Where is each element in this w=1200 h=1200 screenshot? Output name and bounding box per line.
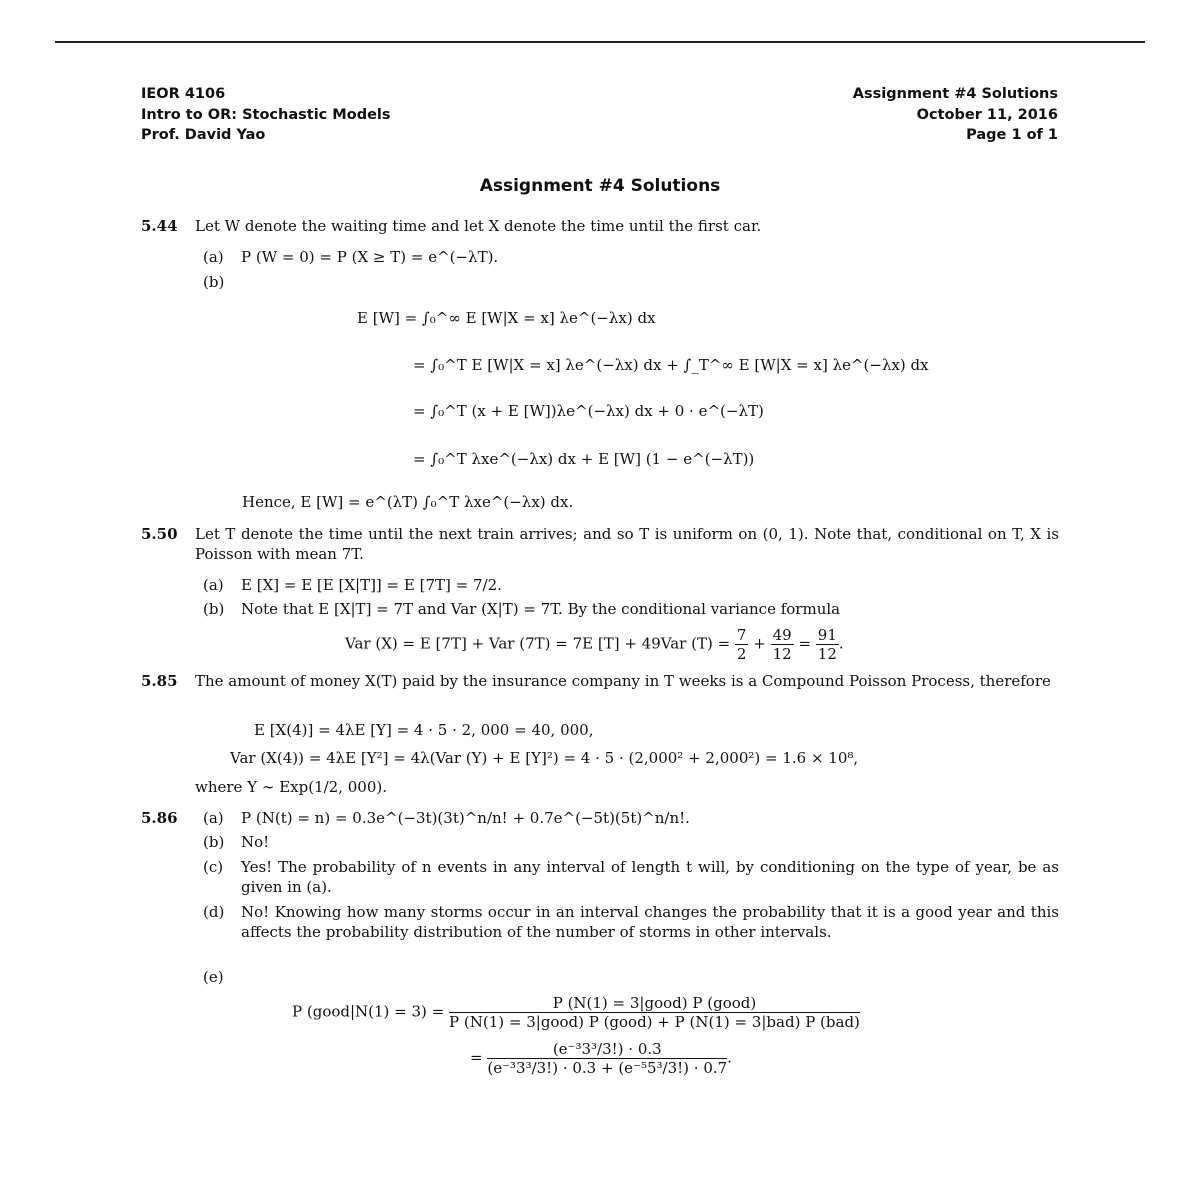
equation-5-85-1: E [X(4)] = 4λE [Y] = 4 · 5 · 2, 000 = 40, 000, — [254, 721, 594, 739]
problem-5-44-b-label: (b) — [203, 273, 225, 291]
problem-5-44-a-label: (a) — [203, 248, 224, 266]
variance-equation-lhs: Var (X) = E [7T] + Var (7T) = 7E [T] + 49Var (T) = — [345, 634, 731, 653]
problem-5-44-hence: Hence, E [W] = e^(λT) ∫₀^T λxe^(−λx) dx. — [242, 493, 574, 511]
page-title: Assignment #4 Solutions — [479, 176, 721, 196]
problem-5-44-a-text: P (W = 0) = P (X ≥ T) = e^(−λT). — [241, 248, 499, 266]
problem-5-86-d-text: No! Knowing how many storms occur in an interval changes the probability that it is a good year and this affects the probability distribution of the number of storms in other intervals. — [241, 903, 1059, 941]
equation-5-44-2: = ∫₀^T E [W|X = x] λe^(−λx) dx + ∫_T^∞ E [W|X = x] λe^(−λx) dx — [413, 356, 929, 374]
bayes-fraction-1 — [449, 994, 860, 1031]
fraction-denominator: 12 — [772, 645, 792, 663]
bayes-equation-2: = $\frac{\text{(e⁻³3³/3!) · 0.3}}{\text{(e⁻³3³/3!) · 0.3 + (e⁻⁵5³/3!) · 0.7}}$ . — [470, 1040, 732, 1077]
professor: Prof. David Yao — [141, 127, 266, 143]
header-right — [853, 84, 1058, 146]
fraction-91-12 — [816, 626, 839, 663]
fraction-denominator: (e⁻³3³/3!) · 0.3 + (e⁻⁵5³/3!) · 0.7 — [487, 1059, 728, 1077]
problem-5-86-e-label: (e) — [203, 968, 224, 986]
bayes-lhs: P (good|N(1) = 3) = — [292, 1002, 445, 1021]
fraction-denominator: 2 — [736, 645, 747, 663]
equation-5-44-3: = ∫₀^T (x + E [W])λe^(−λx) dx + 0 · e^(−λT) — [413, 402, 764, 420]
equation-5-44-4: = ∫₀^T λxe^(−λx) dx + E [W] (1 − e^(−λT)) — [413, 450, 755, 468]
problem-5-86-a-text: P (N(t) = n) = 0.3e^(−3t)(3t)^n/n! + 0.7e^(−5t)(5t)^n/n!. — [241, 809, 690, 827]
problem-5-50-a-text: E [X] = E [E [X|T]] = E [7T] = 7/2. — [241, 576, 502, 594]
assignment-label: Assignment #4 Solutions — [852, 86, 1058, 102]
problem-number-5-85: 5.85 — [141, 672, 178, 690]
fraction-denominator: 12 — [817, 645, 837, 663]
problem-5-85-intro: The amount of money X(T) paid by the insurance company in T weeks is a Compound Poisson Process, therefore — [195, 672, 1051, 690]
fraction-numerator: 7 — [736, 626, 747, 644]
page-number: Page 1 of 1 — [966, 127, 1058, 143]
fraction-numerator: (e⁻³3³/3!) · 0.3 — [487, 1040, 727, 1059]
bayes-fraction-2 — [487, 1040, 727, 1077]
problem-5-50-b-label: (b) — [203, 600, 225, 618]
problem-5-86-d-label: (d) — [203, 903, 225, 921]
problem-5-50-b-text: Note that E [X|T] = 7T and Var (X|T) = 7T. By the conditional variance formula — [241, 600, 841, 618]
problem-5-86-b-text: No! — [241, 833, 270, 851]
problem-5-50-a-label: (a) — [203, 576, 224, 594]
bayes-equals: = — [470, 1048, 483, 1067]
problem-5-86-b-label: (b) — [203, 833, 225, 851]
date: October 11, 2016 — [916, 106, 1058, 123]
equation-5-44-1: E [W] = ∫₀^∞ E [W|X = x] λe^(−λx) dx — [357, 309, 656, 327]
header-rule — [55, 41, 1145, 43]
fraction-numerator: 49 — [772, 626, 792, 644]
course-name: Intro to OR: Stochastic Models — [141, 106, 391, 123]
equation-5-85-2: Var (X(4)) = 4λE [Y²] = 4λ(Var (Y) + E [Y]²) = 4 · 5 · (2,000² + 2,000²) = 1.6 × 10⁸, — [230, 749, 859, 767]
fraction-49-12 — [771, 626, 794, 663]
problem-5-86-c-text: Yes! The probability of n events in any interval of length t will, by conditioning on the type of year, be as given in (a). — [241, 858, 1059, 896]
problem-5-44-intro: Let W denote the waiting time and let X denote the time until the first car. — [195, 217, 762, 235]
problem-5-86-c-label: (c) — [203, 858, 224, 876]
problem-number-5-86: 5.86 — [141, 809, 178, 827]
fraction-7-2 — [735, 626, 749, 663]
problem-number-5-50: 5.50 — [141, 525, 178, 543]
bayes-equation-1 — [292, 994, 860, 1031]
fraction-numerator: P (N(1) = 3|good) P (good) — [449, 994, 860, 1013]
problem-5-85-where: where Y ∼ Exp(1/2, 000). — [195, 778, 387, 796]
course-code: IEOR 4106 — [141, 86, 226, 102]
problem-5-50-intro: Let T denote the time until the next train arrives; and so T is uniform on (0, 1). Note that, conditional on T, X is Poisson with mean 7T. — [195, 525, 1059, 563]
fraction-numerator: 91 — [817, 626, 837, 644]
variance-equation: Var (X) = E [7T] + Var (7T) = 7E [T] + 49Var (T) = $\frac{7}{2}$ + $\frac{49}{12}$ = $\frac{91}{12}$ . — [345, 626, 844, 663]
problem-number-5-44: 5.44 — [141, 217, 178, 235]
header-left — [141, 84, 391, 146]
problem-5-86-a-label: (a) — [203, 809, 224, 827]
fraction-denominator: P (N(1) = 3|good) P (good) + P (N(1) = 3|bad) P (bad) — [449, 1013, 860, 1031]
